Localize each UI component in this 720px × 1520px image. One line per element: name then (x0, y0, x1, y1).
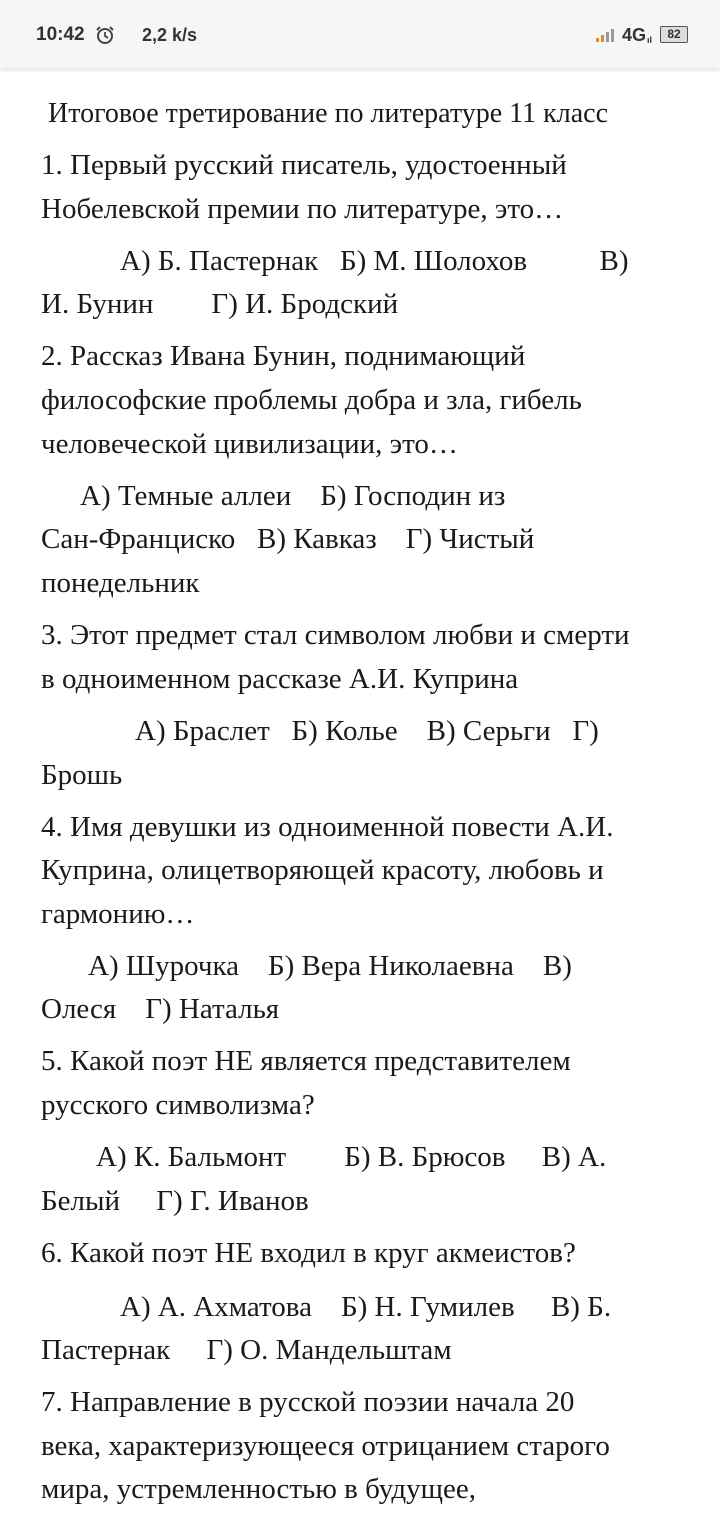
question-text: гармонию… (41, 898, 195, 930)
question-options: А) К. Бальмонт Б) В. Брюсов В) А. (96, 1141, 607, 1173)
status-bar (0, 0, 720, 68)
question-options: Пастернак Г) О. Мандельштам (41, 1334, 452, 1366)
document-page (0, 68, 720, 1520)
question-text: человеческой цивилизации, это… (41, 428, 458, 460)
question-options: А) А. Ахматова Б) Н. Гумилев В) Б. (120, 1291, 612, 1323)
question-text: русского символизма? (41, 1089, 315, 1121)
signal-strength-icon (596, 28, 618, 42)
question-options: Олеся Г) Наталья (41, 993, 280, 1025)
document-title: Итоговое третирование по литературе 11 класс (48, 98, 608, 129)
question-options: И. Бунин Г) И. Бродский (41, 288, 399, 320)
question-options: Белый Г) Г. Иванов (41, 1185, 309, 1217)
question-options: Брошь (41, 759, 123, 791)
question-options: А) Темные аллеи Б) Господин из (80, 480, 506, 512)
question-options: понедельник (41, 567, 200, 599)
question-text: Нобелевской премии по литературе, это… (41, 193, 564, 225)
question-options: А) Шурочка Б) Вера Николаевна В) (88, 950, 572, 982)
network-activity: ıl (647, 35, 653, 45)
question-text: в одноименном рассказе А.И. Куприна (41, 663, 519, 695)
question-text: Куприна, олицетворяющей красоту, любовь и (41, 854, 604, 886)
battery-icon: 82 (660, 26, 688, 43)
status-time: 10:42 (36, 24, 85, 45)
question-text: 7. Направление в русской поэзии начала 20 (41, 1386, 575, 1418)
question-text: 3. Этот предмет стал символом любви и смерти (41, 619, 630, 651)
question-text: 1. Первый русский писатель, удостоенный (41, 149, 567, 181)
alarm-clock-icon (95, 25, 115, 45)
question-text: века, характеризующееся отрицанием старого (41, 1430, 610, 1462)
network-type: 4Gıl (622, 25, 653, 45)
question-options: А) Б. Пастернак Б) М. Шолохов В) (120, 245, 629, 277)
question-options: Сан-Франциско В) Кавказ Г) Чистый (41, 523, 535, 555)
question-text: философские проблемы добра и зла, гибель (41, 384, 582, 416)
network-speed: 2,2 k/s (142, 25, 198, 45)
question-text: 4. Имя девушки из одноименной повести А.И. (41, 811, 614, 843)
question-options: А) Браслет Б) Колье В) Серьги Г) (135, 715, 599, 747)
question-text: 6. Какой поэт НЕ входил в круг акмеистов? (41, 1237, 576, 1269)
question-text: 2. Рассказ Ивана Бунин, поднимающий (41, 340, 526, 372)
question-text: мира, устремленностью в будущее, (41, 1473, 476, 1505)
question-text: 5. Какой поэт НЕ является представителем (41, 1045, 571, 1077)
